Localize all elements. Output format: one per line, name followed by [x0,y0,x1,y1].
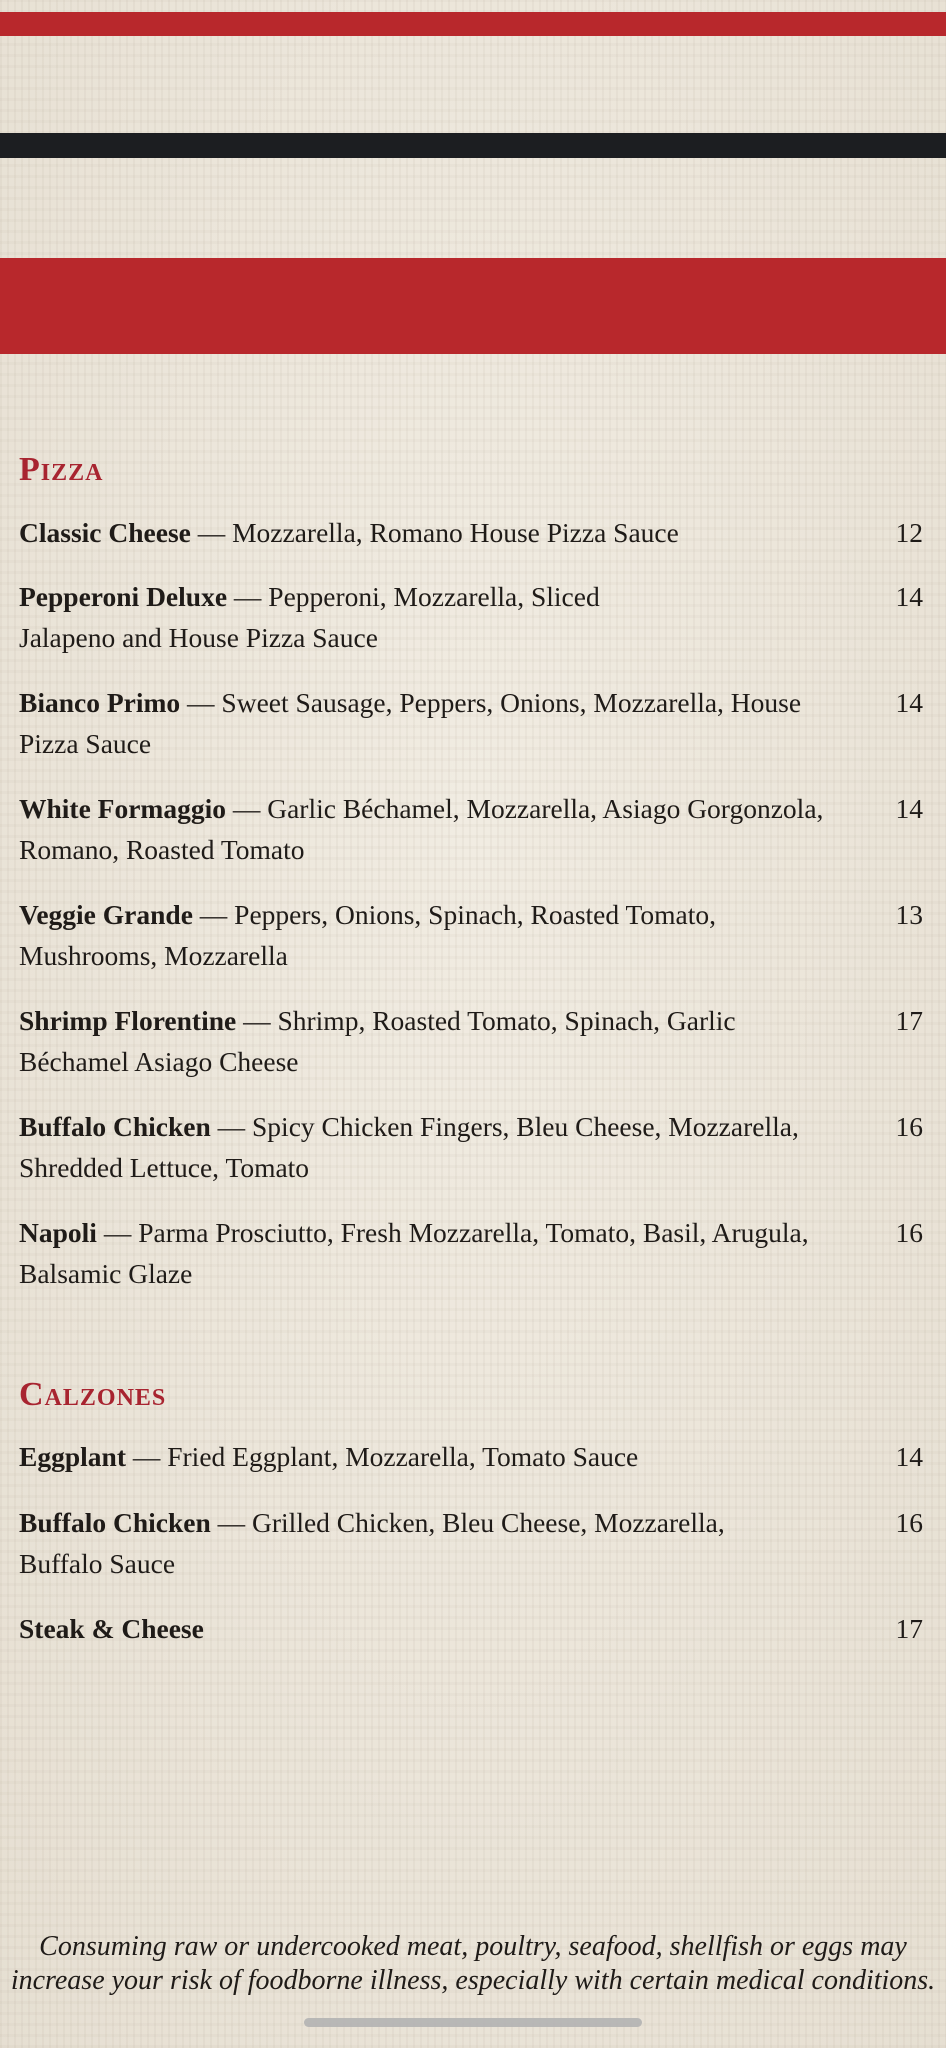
header-red-banner [0,258,946,354]
menu-item [19,1212,923,1294]
item-description: — Grilled Chicken, Bleu Cheese, Mozzarella, Buffalo Sauce [19,1507,725,1579]
item-price: 17 [895,1005,923,1036]
item-description: — Parma Prosciutto, Fresh Mozzarella, Tomato, Basil, Arugula, Balsamic Glaze [19,1217,809,1289]
item-description: — Shrimp, Roasted Tomato, Spinach, Garlic Béchamel Asiago Cheese [19,1005,736,1077]
menu-item [19,682,923,764]
item-price: 16 [895,1217,923,1248]
item-price: 14 [895,1441,923,1472]
item-price: 14 [895,793,923,824]
item-description: — Garlic Béchamel, Mozzarella, Asiago Gorgonzola, Romano, Roasted Tomato [19,793,824,865]
item-name: Buffalo Chicken [19,1111,211,1142]
item-price: 13 [895,899,923,930]
horizontal-scrollbar[interactable] [304,2018,642,2027]
item-description: — Spicy Chicken Fingers, Bleu Cheese, Mozzarella, Shredded Lettuce, Tomato [19,1111,799,1183]
item-name: Eggplant [19,1441,126,1472]
top-red-band [0,12,946,36]
item-name: Veggie Grande [19,899,193,930]
menu-item [19,1502,923,1584]
menu-item [19,788,923,870]
item-name: Steak & Cheese [19,1613,204,1644]
menu-item [19,1436,923,1477]
item-price: 14 [895,581,923,612]
item-name: Napoli [19,1217,97,1248]
item-price: 16 [895,1507,923,1538]
food-safety-disclaimer: Consuming raw or undercooked meat, poultry, seafood, shellfish or eggs may increase your risk of foodborne illness, especially with certain medical conditions. [10,1931,936,1996]
item-name: White Formaggio [19,793,226,824]
item-price: 14 [895,687,923,718]
menu-item [19,894,923,976]
section-title-calzones: Calzones [19,1376,167,1413]
item-name: Pepperoni Deluxe [19,581,228,612]
item-name: Shrimp Florentine [19,1005,237,1036]
menu-item [19,576,923,658]
item-description: — Fried Eggplant, Mozzarella, Tomato Sauce [125,1441,639,1472]
item-price: 17 [895,1613,923,1644]
item-name: Bianco Primo [19,687,181,718]
item-name: Buffalo Chicken [19,1507,211,1538]
section-title-pizza: Pizza [19,451,104,488]
item-description: — Sweet Sausage, Peppers, Onions, Mozzarella, House Pizza Sauce [19,687,802,759]
menu-item [19,1608,923,1649]
item-description: — Mozzarella, Romano House Pizza Sauce [190,517,679,548]
black-band [0,133,946,158]
menu-item [19,1000,923,1082]
menu-item [19,1106,923,1188]
item-description: — Peppers, Onions, Spinach, Roasted Tomato, Mushrooms, Mozzarella [19,899,716,971]
item-description: — Pepperoni, Mozzarella, Sliced Jalapeno and House Pizza Sauce [19,581,600,653]
item-name: Classic Cheese [19,517,191,548]
item-price: 16 [895,1111,923,1142]
item-price: 12 [895,517,923,548]
menu-item [19,512,923,553]
